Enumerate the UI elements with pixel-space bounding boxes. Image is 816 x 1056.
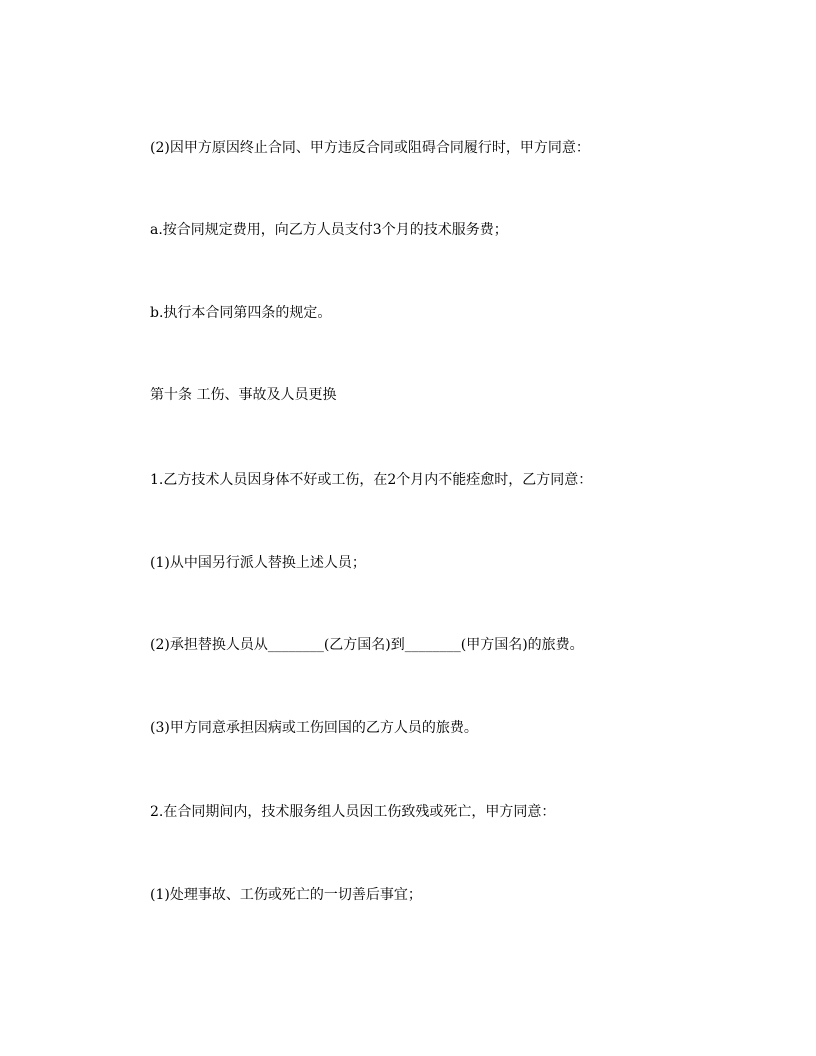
paragraph-subclause-1-2: (2)承担替换人员从________(乙方国名)到________(甲方国名)的旅费。: [150, 637, 584, 653]
paragraph-item-a: a.按合同规定费用，向乙方人员支付3个月的技术服务费；: [150, 222, 508, 238]
paragraph-clause-1: 1.乙方技术人员因身体不好或工伤，在2个月内不能痊愈时，乙方同意：: [150, 472, 593, 488]
section-heading-article-10: 第十条 工伤、事故及人员更换: [150, 387, 337, 403]
paragraph-termination-clause: (2)因甲方原因终止合同、甲方违反合同或阻碍合同履行时，甲方同意：: [150, 140, 590, 156]
paragraph-item-b: b.执行本合同第四条的规定。: [150, 305, 332, 321]
paragraph-subclause-2-1: (1)处理事故、工伤或死亡的一切善后事宜；: [150, 887, 422, 903]
paragraph-clause-2: 2.在合同期间内，技术服务组人员因工伤致残或死亡，甲方同意：: [150, 804, 556, 820]
paragraph-subclause-1-3: (3)甲方同意承担因病或工伤回国的乙方人员的旅费。: [150, 720, 478, 736]
paragraph-subclause-1-1: (1)从中国另行派人替换上述人员；: [150, 555, 366, 571]
